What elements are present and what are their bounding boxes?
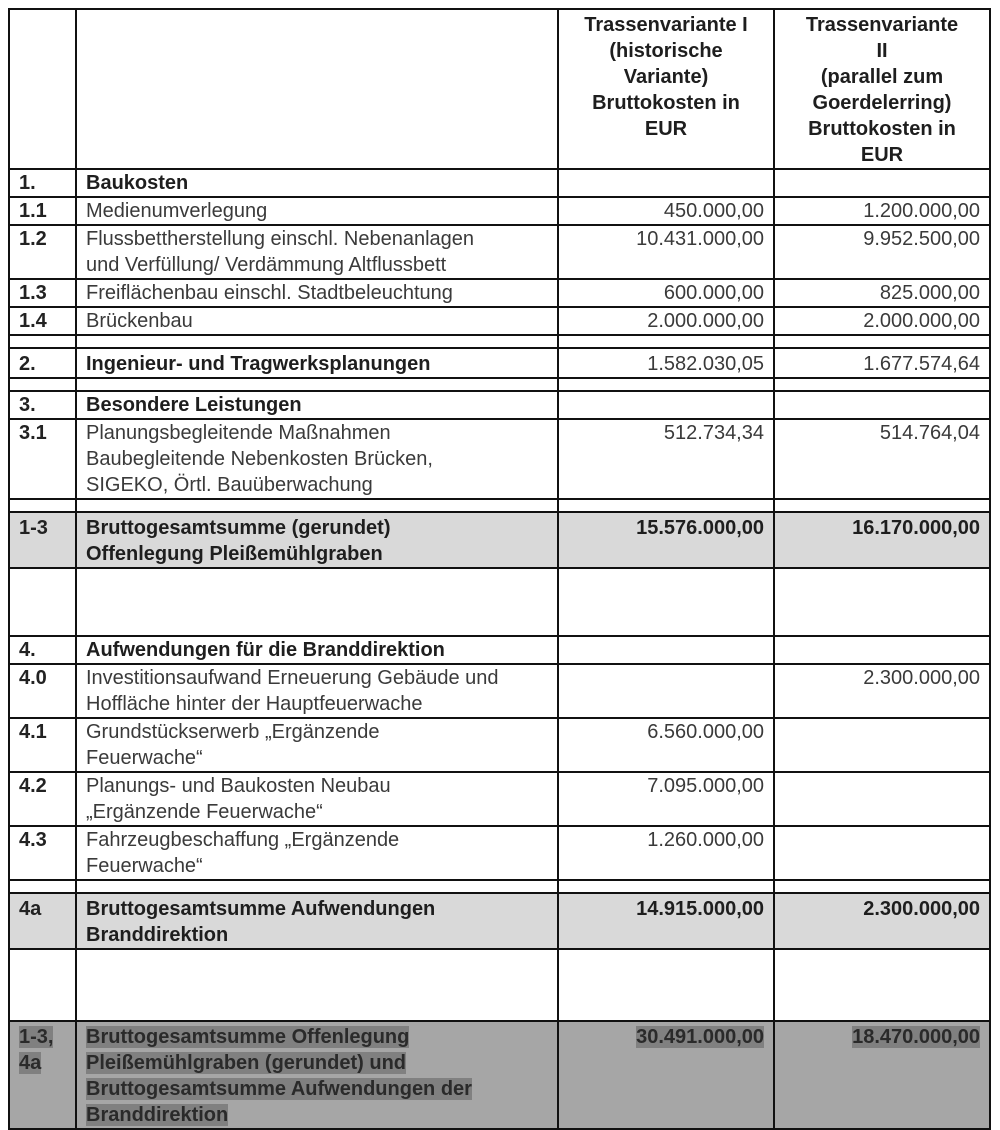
row-number: 2. — [9, 348, 76, 378]
row-description: Baukosten — [76, 169, 558, 197]
spacer-cell — [558, 378, 774, 391]
row-description: Ingenieur- und Tragwerksplanungen — [76, 348, 558, 378]
header-variant-1-line: Trassenvariante I — [584, 14, 748, 36]
description-line: Grundstückserwerb „Ergänzende — [86, 721, 380, 743]
spacer-cell — [774, 880, 990, 893]
row-description — [76, 419, 558, 499]
header-variant-2-line: Bruttokosten in — [808, 118, 956, 140]
spacer-cell — [76, 335, 558, 348]
row-description: Aufwendungen für die Branddirektion — [76, 636, 558, 664]
grand-total-number-line: 4a — [19, 1052, 42, 1074]
description-line: Bruttogesamtsumme Aufwendungen — [86, 898, 436, 920]
header-variant-2-line: Trassenvariante — [805, 14, 959, 36]
row-description — [76, 512, 558, 568]
spacer-row — [9, 880, 990, 893]
header-variant-2-line: II — [876, 40, 888, 62]
row-value-variant-2 — [774, 718, 990, 772]
row-number: 1.2 — [9, 225, 76, 279]
description-line: SIGEKO, Örtl. Bauüberwachung — [86, 474, 373, 496]
description-line: Feuerwache“ — [86, 855, 203, 877]
row-description: Medienumverlegung — [76, 197, 558, 225]
row-number: 3.1 — [9, 419, 76, 499]
spacer-row — [9, 378, 990, 391]
row-value-variant-2 — [774, 772, 990, 826]
header-variant-1-line: Bruttokosten in — [592, 92, 740, 114]
spacer-cell — [558, 335, 774, 348]
row-value-variant-1: 600.000,00 — [558, 279, 774, 307]
header-variant-2-line: Goerdelerring) — [812, 92, 952, 114]
row-value-variant-2 — [774, 391, 990, 419]
row-number: 3. — [9, 391, 76, 419]
spacer-cell — [9, 335, 76, 348]
spacer-cell — [774, 378, 990, 391]
row-number: 4.0 — [9, 664, 76, 718]
row-value-variant-1 — [558, 169, 774, 197]
row-description — [76, 1021, 558, 1129]
header-variant-2-line: (parallel zum — [820, 66, 944, 88]
row-value-variant-1: 6.560.000,00 — [558, 718, 774, 772]
row-number: 4.3 — [9, 826, 76, 880]
empty-row — [9, 949, 990, 1021]
row-value-variant-1: 7.095.000,00 — [558, 772, 774, 826]
empty-cell — [774, 949, 990, 1021]
header-variant-2-line: EUR — [860, 144, 904, 166]
row-description: Besondere Leistungen — [76, 391, 558, 419]
spacer-cell — [76, 499, 558, 512]
subtotal-row-1-3 — [9, 512, 990, 568]
description-line: Hoffläche hinter der Hauptfeuerwache — [86, 693, 423, 715]
description-line: Investitionsaufwand Erneuerung Gebäude und — [86, 667, 499, 689]
subtotal-value-variant-2: 16.170.000,00 — [774, 512, 990, 568]
row-description — [76, 893, 558, 949]
row-value-variant-2: 1.677.574,64 — [774, 348, 990, 378]
row-number: 1.4 — [9, 307, 76, 335]
empty-cell — [9, 568, 76, 636]
table-row-3-1 — [9, 419, 990, 499]
description-line: Flussbettherstellung einschl. Nebenanlagen — [86, 228, 475, 250]
description-line: Fahrzeugbeschaffung „Ergänzende — [86, 829, 400, 851]
spacer-cell — [9, 499, 76, 512]
spacer-cell — [76, 378, 558, 391]
empty-cell — [774, 568, 990, 636]
row-value-variant-2: 514.764,04 — [774, 419, 990, 499]
grand-total-row — [9, 1021, 990, 1129]
grand-total-value: 30.491.000,00 — [636, 1026, 764, 1048]
header-variant-1 — [558, 9, 774, 169]
row-description — [76, 225, 558, 279]
row-description — [76, 718, 558, 772]
header-variant-1-line: (historische — [609, 40, 723, 62]
table-row-4-3 — [9, 826, 990, 880]
subtotal-value-variant-2: 2.300.000,00 — [774, 893, 990, 949]
row-value-variant-2 — [774, 826, 990, 880]
row-value-variant-1: 512.734,34 — [558, 419, 774, 499]
header-nr — [9, 9, 76, 169]
empty-cell — [558, 949, 774, 1021]
spacer-cell — [558, 499, 774, 512]
row-value-variant-2: 2.000.000,00 — [774, 307, 990, 335]
description-line: Planungsbegleitende Maßnahmen — [86, 422, 391, 444]
subtotal-value-variant-1: 14.915.000,00 — [558, 893, 774, 949]
row-number: 1.1 — [9, 197, 76, 225]
row-number: 1. — [9, 169, 76, 197]
spacer-cell — [9, 880, 76, 893]
row-number: 4. — [9, 636, 76, 664]
description-line: Pleißemühlgraben (gerundet) und — [86, 1052, 407, 1074]
row-value-variant-1 — [558, 664, 774, 718]
subtotal-row-4a — [9, 893, 990, 949]
row-description — [76, 826, 558, 880]
row-value-variant-2: 1.200.000,00 — [774, 197, 990, 225]
spacer-cell — [9, 378, 76, 391]
description-line: Bruttogesamtsumme Aufwendungen der — [86, 1078, 472, 1100]
row-value-variant-1 — [558, 636, 774, 664]
table-row-section-2 — [9, 348, 990, 378]
row-number: 4a — [9, 893, 76, 949]
row-value-variant-1 — [558, 391, 774, 419]
table-row-1-4 — [9, 307, 990, 335]
grand-total-value-variant-1 — [558, 1021, 774, 1129]
description-line: und Verfüllung/ Verdämmung Altflussbett — [86, 254, 447, 276]
header-description — [76, 9, 558, 169]
row-description — [76, 772, 558, 826]
row-number: 1.3 — [9, 279, 76, 307]
row-number — [9, 1021, 76, 1129]
row-value-variant-2 — [774, 169, 990, 197]
subtotal-value-variant-1: 15.576.000,00 — [558, 512, 774, 568]
description-line: Planungs- und Baukosten Neubau — [86, 775, 391, 797]
spacer-cell — [774, 335, 990, 348]
row-description: Brückenbau — [76, 307, 558, 335]
cost-comparison-table — [8, 8, 991, 1130]
description-line: Bruttogesamtsumme (gerundet) — [86, 517, 391, 539]
header-row — [9, 9, 990, 169]
grand-total-value: 18.470.000,00 — [852, 1026, 980, 1048]
row-number: 4.1 — [9, 718, 76, 772]
description-line: Branddirektion — [86, 924, 229, 946]
description-line: Branddirektion — [86, 1104, 229, 1126]
row-value-variant-2: 9.952.500,00 — [774, 225, 990, 279]
table-row-1-1 — [9, 197, 990, 225]
spacer-row — [9, 335, 990, 348]
spacer-cell — [558, 880, 774, 893]
row-value-variant-1: 1.260.000,00 — [558, 826, 774, 880]
empty-row — [9, 568, 990, 636]
grand-total-number-line: 1-3, — [19, 1026, 54, 1048]
header-variant-1-line: Variante) — [623, 66, 709, 88]
spacer-cell — [774, 499, 990, 512]
description-line: Offenlegung Pleißemühlgraben — [86, 543, 383, 565]
row-value-variant-2: 2.300.000,00 — [774, 664, 990, 718]
description-line: Baubegleitende Nebenkosten Brücken, — [86, 448, 433, 470]
table-row-4-1 — [9, 718, 990, 772]
description-line: Feuerwache“ — [86, 747, 203, 769]
row-value-variant-1: 1.582.030,05 — [558, 348, 774, 378]
empty-cell — [9, 949, 76, 1021]
row-description — [76, 664, 558, 718]
description-line: „Ergänzende Feuerwache“ — [86, 801, 323, 823]
table-row-4-2 — [9, 772, 990, 826]
row-number: 1-3 — [9, 512, 76, 568]
header-variant-1-line: EUR — [644, 118, 688, 140]
row-value-variant-2: 825.000,00 — [774, 279, 990, 307]
table-row-1-3 — [9, 279, 990, 307]
description-line: Bruttogesamtsumme Offenlegung — [86, 1026, 410, 1048]
header-variant-2 — [774, 9, 990, 169]
table-row-1-2 — [9, 225, 990, 279]
table-row-section-4 — [9, 636, 990, 664]
empty-cell — [76, 568, 558, 636]
table-row-4-0 — [9, 664, 990, 718]
empty-cell — [76, 949, 558, 1021]
row-description: Freiflächenbau einschl. Stadtbeleuchtung — [76, 279, 558, 307]
row-value-variant-1: 450.000,00 — [558, 197, 774, 225]
grand-total-value-variant-2 — [774, 1021, 990, 1129]
empty-cell — [558, 568, 774, 636]
row-number: 4.2 — [9, 772, 76, 826]
row-value-variant-2 — [774, 636, 990, 664]
spacer-cell — [76, 880, 558, 893]
row-value-variant-1: 2.000.000,00 — [558, 307, 774, 335]
row-value-variant-1: 10.431.000,00 — [558, 225, 774, 279]
table-row-section-1 — [9, 169, 990, 197]
spacer-row — [9, 499, 990, 512]
table-row-section-3 — [9, 391, 990, 419]
